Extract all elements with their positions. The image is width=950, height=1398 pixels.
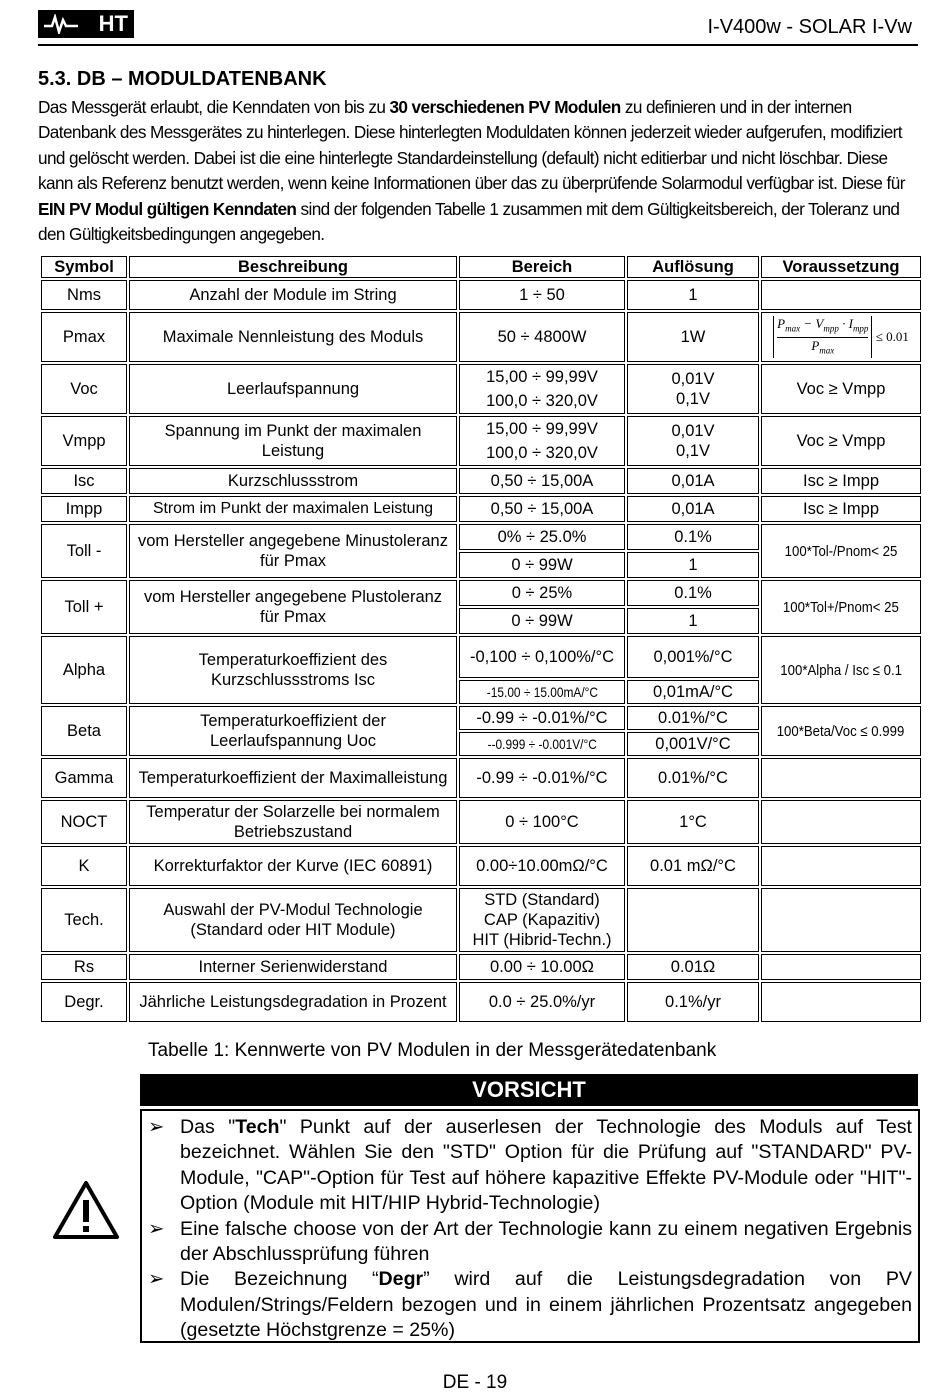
description-cell: Jährliche Leistungsdegradation in Prozent: [129, 982, 457, 1022]
range-cell: [459, 680, 625, 704]
warning-item: [148, 1115, 912, 1217]
range-cell: [459, 416, 625, 466]
column-header: Bereich: [459, 256, 625, 278]
condition-cell: [761, 982, 921, 1022]
table-row: [41, 364, 921, 414]
arrow-bullet-icon: ➢: [148, 1116, 165, 1138]
range-cell: 1 ÷ 50: [459, 280, 625, 310]
intro-paragraph: [38, 95, 918, 247]
column-header: Voraussetzung: [761, 256, 921, 278]
condition-cell: [761, 524, 921, 578]
formula-sub: mpp: [852, 323, 869, 334]
logo-text: HT: [98, 11, 128, 36]
resolution-line: 0,1V: [676, 390, 710, 408]
intro-text-3: sind der folgenden Tabelle 1 zusammen mit dem Gültigkeitsbereich, der Toleranz und den Gültigkeitsbedingungen angegeben.: [38, 198, 900, 245]
resolution-cell: 0.01%/°C: [627, 706, 759, 730]
column-header: Auflösung: [627, 256, 759, 278]
description-cell: Interner Serienwiderstand: [129, 954, 457, 980]
description-cell: Temperaturkoeffizient der Maximalleistung: [129, 758, 457, 798]
table-caption: Tabelle 1: Kennwerte von PV Modulen in der Messgerätedatenbank: [148, 1040, 717, 1061]
module-parameter-table: [39, 254, 923, 1024]
warning-text: ” wird auf die Leistungsdegradation von PV Modulen/Strings/Feldern bezogen und in einem jährlichen Prozentsatz angegeben (gesetzte Höchstgrenze = 25%): [180, 1268, 912, 1342]
range-line: 15,00 ÷ 99,99V: [486, 420, 598, 438]
description-cell: vom Hersteller angegebene Minustoleranz für Pmax: [129, 524, 457, 578]
warning-bold: Degr: [378, 1268, 424, 1291]
intro-bold-1: 30 verschiedenen PV Modulen: [389, 97, 621, 117]
symbol-cell: Impp: [41, 496, 127, 522]
lightning-icon: [44, 14, 78, 34]
column-header: Beschreibung: [129, 256, 457, 278]
condition-cell: [761, 280, 921, 310]
resolution-cell: 0.01%/°C: [627, 758, 759, 798]
description-cell: Maximale Nennleistung des Moduls: [129, 312, 457, 362]
resolution-cell: 0,001%/°C: [627, 636, 759, 678]
description-cell: Temperaturkoeffizient der Leerlaufspannung Uoc: [129, 706, 457, 756]
column-header: Symbol: [41, 256, 127, 278]
intro-bold-2: EIN PV Modul gültigen Kenndaten: [38, 198, 297, 219]
symbol-cell: Gamma: [41, 758, 127, 798]
table-row: [41, 280, 921, 310]
table-row: [41, 468, 921, 494]
page-header: [38, 8, 918, 46]
warning-bold: Tech: [235, 1116, 280, 1138]
symbol-cell: Toll -: [41, 524, 127, 578]
table-row: [41, 982, 921, 1022]
warning-text: " Punkt auf der auserlesen der Technologie des Moduls auf Test bezeichnet. Wählen Sie den "STD" Option für die Prüfung auf "STANDARD" PV-Module, "CAP"-Option für Test auf höhere kapazitive Effekte PV-Module oder "HIT"-Option (Module mit HIT/HIP Hybrid-Technologie): [180, 1116, 912, 1215]
resolution-cell: 0.01Ω: [627, 954, 759, 980]
range-cell: -0.99 ÷ -0.01%/°C: [459, 706, 625, 730]
table-row: [41, 496, 921, 522]
symbol-cell: NOCT: [41, 800, 127, 844]
formula-i: · I: [838, 315, 853, 331]
table-row: [41, 524, 921, 550]
warning-text: Die Bezeichnung “: [180, 1268, 379, 1291]
resolution-cell: [627, 416, 759, 466]
condition-cell: [761, 954, 921, 980]
pmax-formula: [773, 316, 909, 358]
symbol-cell: Beta: [41, 706, 127, 756]
condition-text: 100*Alpha / Isc ≤ 0.1: [780, 661, 902, 679]
table-row: [41, 312, 921, 362]
table-row: [41, 636, 921, 678]
condition-cell: [761, 846, 921, 886]
condition-text: 100*Tol-/Pnom< 25: [784, 542, 898, 560]
table-row: [41, 758, 921, 798]
page-number: DE - 19: [442, 1372, 508, 1393]
warning-triangle-icon: [52, 1180, 120, 1240]
resolution-cell: [627, 888, 759, 952]
description-cell: Anzahl der Module im String: [129, 280, 457, 310]
condition-cell: [761, 758, 921, 798]
warning-item: [148, 1217, 912, 1268]
resolution-cell: 1: [627, 280, 759, 310]
description-cell: Temperaturkoeffizient des Kurzschlussstroms Isc: [129, 636, 457, 704]
description-cell: vom Hersteller angegebene Plustoleranz für Pmax: [129, 580, 457, 634]
condition-cell: [761, 636, 921, 704]
resolution-cell: 1: [627, 608, 759, 634]
condition-text: 100*Beta/Voc ≤ 0.999: [777, 722, 905, 740]
warning-text: Das ": [180, 1116, 236, 1138]
range-line: CAP (Kapazitiv): [483, 911, 601, 929]
condition-text: 100*Tol+/Pnom< 25: [783, 598, 899, 616]
range-text: -15.00 ÷ 15.00mA/°C: [486, 684, 598, 700]
symbol-cell: Alpha: [41, 636, 127, 704]
table-row: [41, 954, 921, 980]
condition-cell: [761, 706, 921, 756]
resolution-cell: 0.1%: [627, 524, 759, 550]
range-cell: 0.00 ÷ 10.00Ω: [459, 954, 625, 980]
intro-text-2: zu definieren und in der internen Datenbank des Messgerätes zu hinterlegen. Diese hinterlegten Moduldaten können jederzeit wieder aufgerufen, modifiziert und gelöscht werden. Dabei ist die eine hinterlegte Standardeinstellung (default) nicht editierbar und nicht löschbar. Diese kann als Referenz benutzt werden, wenn keine Informationen über das zu überprüfende Solarmodul verfügbar ist. Diese für: [38, 97, 905, 194]
symbol-cell: Nms: [41, 280, 127, 310]
resolution-cell: 0.01 mΩ/°C: [627, 846, 759, 886]
range-cell: -0,100 ÷ 0,100%/°C: [459, 636, 625, 678]
description-cell: Auswahl der PV-Modul Technologie (Standard oder HIT Module): [129, 888, 457, 952]
description-cell: Korrekturfaktor der Kurve (IEC 60891): [129, 846, 457, 886]
range-cell: 0 ÷ 99W: [459, 552, 625, 578]
symbol-cell: Tech.: [41, 888, 127, 952]
symbol-cell: Vmpp: [41, 416, 127, 466]
condition-cell: [761, 580, 921, 634]
formula-sub: max: [785, 323, 801, 334]
formula-p: P: [811, 337, 820, 353]
table-row: [41, 706, 921, 730]
table-row: [41, 580, 921, 606]
range-cell: 0 ÷ 100°C: [459, 800, 625, 844]
table-header-row: [41, 256, 921, 278]
table-row: [41, 888, 921, 952]
table-row: [41, 416, 921, 466]
range-cell: 0,50 ÷ 15,00A: [459, 496, 625, 522]
resolution-cell: 1W: [627, 312, 759, 362]
condition-cell: Isc ≥ Impp: [761, 496, 921, 522]
resolution-cell: 1°C: [627, 800, 759, 844]
table-row: [41, 846, 921, 886]
warning-item: [148, 1267, 912, 1343]
symbol-cell: Voc: [41, 364, 127, 414]
resolution-cell: [627, 364, 759, 414]
range-text: --0.999 ÷ -0.001V/°C: [487, 736, 597, 752]
table-row: [41, 800, 921, 844]
description-cell: Strom im Punkt der maximalen Leistung: [129, 496, 457, 522]
symbol-cell: Toll +: [41, 580, 127, 634]
range-cell: 0% ÷ 25.0%: [459, 524, 625, 550]
resolution-cell: 0.1%/yr: [627, 982, 759, 1022]
formula-sub: mpp: [823, 323, 839, 334]
condition-cell: [761, 888, 921, 952]
range-line: HIT (Hibrid-Techn.): [472, 931, 612, 949]
section-title: 5.3. DB – MODULDATENBANK: [38, 68, 327, 90]
formula-sub: max: [819, 345, 835, 356]
condition-cell: Voc ≥ Vmpp: [761, 416, 921, 466]
description-cell: Leerlaufspannung: [129, 364, 457, 414]
resolution-cell: 0,01mA/°C: [627, 680, 759, 704]
resolution-line: 0,1V: [676, 442, 710, 460]
range-cell: 0,50 ÷ 15,00A: [459, 468, 625, 494]
resolution-line: 0,01V: [671, 422, 715, 440]
symbol-cell: K: [41, 846, 127, 886]
resolution-cell: 0,01A: [627, 496, 759, 522]
range-cell: 50 ÷ 4800W: [459, 312, 625, 362]
warning-title: VORSICHT: [140, 1074, 918, 1106]
description-cell: Spannung im Punkt der maximalen Leistung: [129, 416, 457, 466]
range-cell: -0.99 ÷ -0.01%/°C: [459, 758, 625, 798]
resolution-cell: 0,01A: [627, 468, 759, 494]
condition-cell: [761, 800, 921, 844]
arrow-bullet-icon: ➢: [148, 1217, 165, 1240]
symbol-cell: Rs: [41, 954, 127, 980]
range-cell: 0.0 ÷ 25.0%/yr: [459, 982, 625, 1022]
arrow-bullet-icon: ➢: [148, 1268, 165, 1291]
range-cell: [459, 732, 625, 756]
range-line: 100,0 ÷ 320,0V: [486, 444, 598, 462]
range-cell: 0.00÷10.00mΩ/°C: [459, 846, 625, 886]
intro-text-1: Das Messgerät erlaubt, die Kenndaten von bis zu: [38, 97, 390, 117]
range-cell: 0 ÷ 99W: [459, 608, 625, 634]
resolution-cell: 1: [627, 552, 759, 578]
description-cell: Temperatur der Solarzelle bei normalem Betriebszustand: [129, 800, 457, 844]
warning-list: [148, 1115, 912, 1344]
warning-text: Eine falsche choose von der Art der Technologie kann zu einem negativen Ergebnis der Abschlussprüfung führen: [180, 1217, 912, 1266]
symbol-cell: Pmax: [41, 312, 127, 362]
range-line: 15,00 ÷ 99,99V: [486, 368, 598, 386]
description-cell: Kurzschlussstrom: [129, 468, 457, 494]
condition-cell: Voc ≥ Vmpp: [761, 364, 921, 414]
resolution-cell: 0,001V/°C: [627, 732, 759, 756]
formula-rhs: ≤ 0.01: [875, 329, 909, 344]
range-line: 100,0 ÷ 320,0V: [486, 392, 598, 410]
range-cell: 0 ÷ 25%: [459, 580, 625, 606]
formula-p: P: [777, 315, 786, 331]
range-line: STD (Standard): [484, 891, 600, 909]
document-title: I-V400w - SOLAR I-Vw: [707, 16, 912, 38]
range-cell: [459, 364, 625, 414]
condition-cell: Isc ≥ Impp: [761, 468, 921, 494]
resolution-cell: 0.1%: [627, 580, 759, 606]
condition-cell: [761, 312, 921, 362]
ht-logo: [38, 10, 134, 38]
range-cell: [459, 888, 625, 952]
formula-v: − V: [800, 315, 824, 331]
symbol-cell: Isc: [41, 468, 127, 494]
symbol-cell: Degr.: [41, 982, 127, 1022]
resolution-line: 0,01V: [671, 370, 715, 388]
